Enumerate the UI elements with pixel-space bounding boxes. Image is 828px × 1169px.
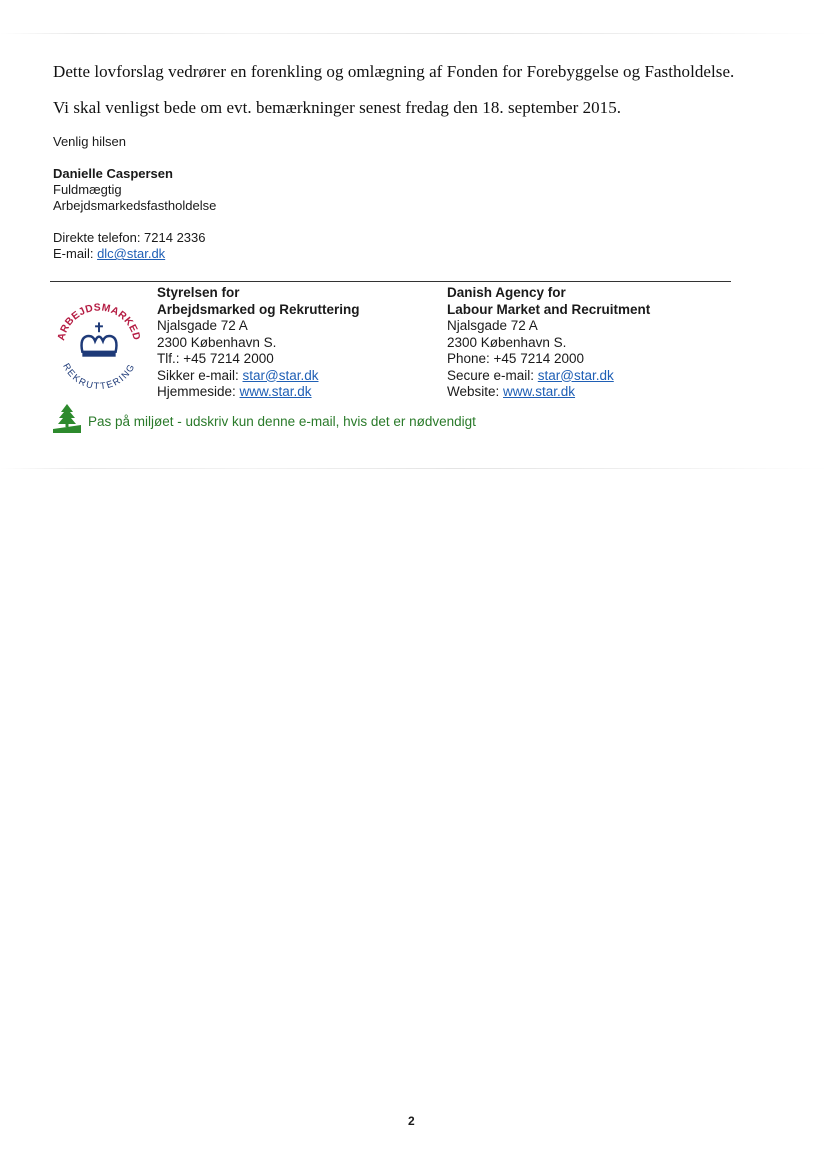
divider xyxy=(50,281,731,282)
signer-department: Arbejdsmarkedsfastholdelse xyxy=(53,198,217,213)
greeting: Venlig hilsen xyxy=(53,134,126,149)
agency-en-web-line xyxy=(447,384,650,401)
agency-dk-email-line xyxy=(157,368,360,385)
email-link[interactable]: dlc@star.dk xyxy=(97,246,166,261)
agency-en-email-line xyxy=(447,368,650,385)
agency-en-city: 2300 København S. xyxy=(447,334,567,350)
logo-ring-top-text: ARBEJDSMARKED xyxy=(56,302,142,342)
page-number: 2 xyxy=(408,1114,415,1128)
email-label: E-mail: xyxy=(53,246,98,261)
agency-en-line1: Danish Agency for xyxy=(447,285,566,300)
agency-en-web-label: Website: xyxy=(447,384,504,399)
logo-ring-bottom-text: REKRUTTERING xyxy=(61,361,137,391)
agency-en-email-link[interactable]: star@star.dk xyxy=(537,367,614,383)
contact-block xyxy=(53,230,206,262)
agency-dk-email-link[interactable]: star@star.dk xyxy=(242,367,319,383)
agency-dk-phone: Tlf.: +45 7214 2000 xyxy=(157,351,274,366)
agency-address-danish xyxy=(157,285,360,401)
agency-en-line2: Labour Market and Recruitment xyxy=(447,301,651,317)
email-line xyxy=(53,246,206,262)
agency-address-english xyxy=(447,285,650,401)
agency-en-web-link[interactable]: www.star.dk xyxy=(503,384,576,399)
agency-en-street: Njalsgade 72 A xyxy=(447,318,538,333)
agency-dk-web-label: Hjemmeside: xyxy=(157,384,240,399)
agency-dk-line2: Arbejdsmarked og Rekruttering xyxy=(157,301,360,317)
body-paragraph-2: Vi skal venligst bede om evt. bemærkninger senest fredag den 18. september 2015. xyxy=(53,98,622,117)
agency-dk-web-link[interactable]: www.star.dk xyxy=(239,384,312,399)
agency-dk-street: Njalsgade 72 A xyxy=(157,318,248,333)
agency-logo xyxy=(50,293,148,391)
tree-icon xyxy=(52,403,82,433)
agency-dk-web-line xyxy=(157,384,360,401)
signer-title: Fuldmægtig xyxy=(53,182,122,197)
agency-dk-email-label: Sikker e-mail: xyxy=(157,367,243,383)
agency-dk-line1: Styrelsen for xyxy=(157,285,240,300)
scan-artifact-top xyxy=(0,33,828,34)
body-paragraph-1: Dette lovforslag vedrører en forenkling og omlægning af Fonden for Forebyggelse og Fastholdelse. xyxy=(53,62,735,81)
agency-dk-city: 2300 København S. xyxy=(157,334,277,350)
eco-note: Pas på miljøet - udskriv kun denne e-mail, hvis det er nødvendigt xyxy=(88,414,476,429)
crown-icon xyxy=(82,322,117,356)
agency-en-email-label: Secure e-mail: xyxy=(447,367,538,383)
direct-phone: Direkte telefon: 7214 2336 xyxy=(53,230,206,245)
svg-text:REKRUTTERING xyxy=(61,362,137,391)
agency-en-phone: Phone: +45 7214 2000 xyxy=(447,351,585,366)
signer-name: Danielle Caspersen xyxy=(53,166,173,181)
signature-block xyxy=(53,166,216,214)
scan-artifact-bottom xyxy=(0,468,828,469)
